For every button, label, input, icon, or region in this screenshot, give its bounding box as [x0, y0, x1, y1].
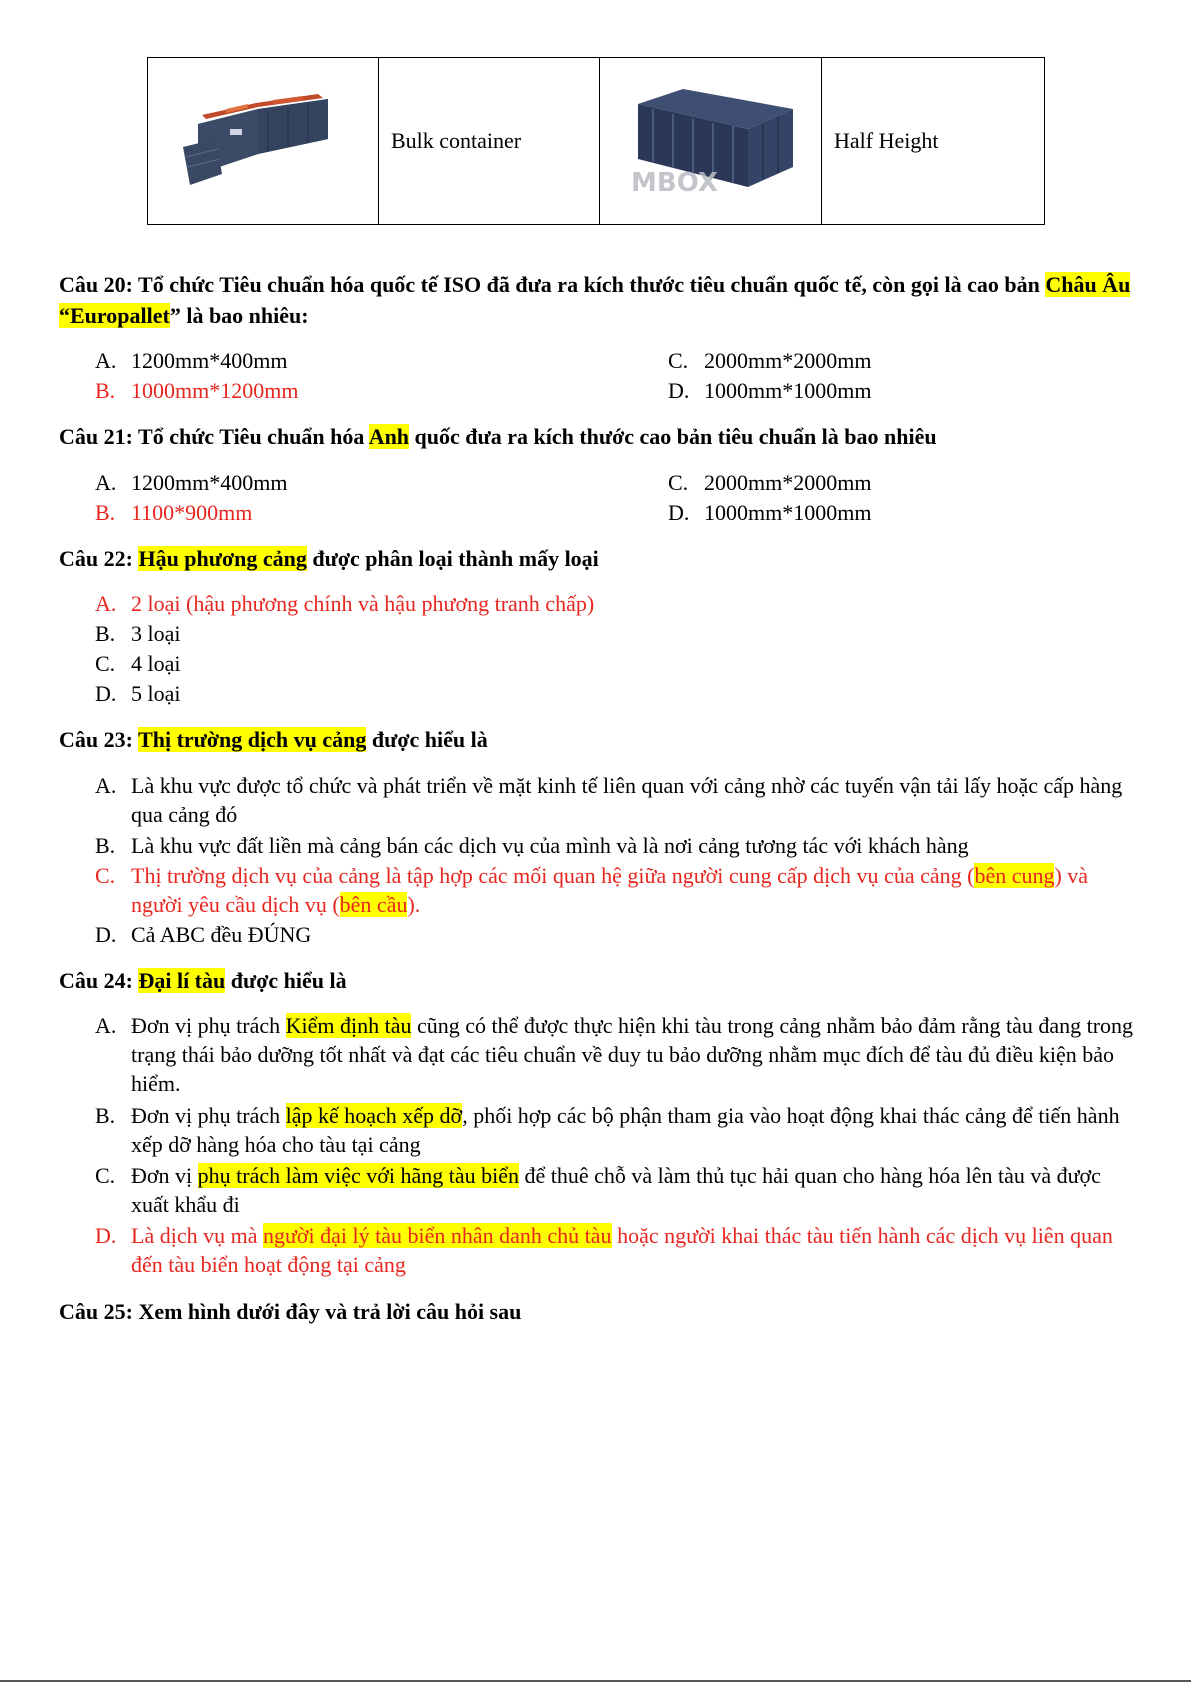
question-21-title: Câu 21: Tổ chức Tiêu chuẩn hóa Anh quốc đưa ra kích thước cao bản tiêu chuẩn là bao nhiêu	[59, 424, 937, 449]
question-25-title: Câu 25: Xem hình dưới đây và trả lời câu hỏi sau	[59, 1299, 522, 1324]
question-22-title: Câu 22: Hậu phương cảng được phân loại thành mấy loại	[59, 546, 599, 571]
question-22-option-c: C. 4 loại	[95, 651, 181, 676]
half-height-label: Half Height	[822, 58, 1045, 225]
question-24-title: Câu 24: Đại lí tàu được hiểu là	[59, 968, 347, 993]
question-20-option-d: D. 1000mm*1000mm	[668, 378, 872, 403]
question-20-title: Câu 20: Tổ chức Tiêu chuẩn hóa quốc tế ISO đã đưa ra kích thước tiêu chuẩn quốc tế, còn gọi là cao bản Châu Âu “Europallet” là bao nhiêu:	[59, 272, 1131, 328]
question-23-option-b: B. Là khu vực đất liền mà cảng bán các dịch vụ của mình và là nơi cảng tương tác với khách hàng	[95, 833, 969, 858]
question-20-option-b: B. 1000mm*1200mm	[95, 378, 299, 403]
question-21-option-b: B. 1100*900mm	[95, 500, 253, 525]
question-21-option-d: D. 1000mm*1000mm	[668, 500, 872, 525]
mbox-logo: MBOX	[631, 167, 718, 198]
question-22-option-a: A. 2 loại (hậu phương chính và hậu phương tranh chấp)	[95, 591, 595, 616]
table-row	[148, 58, 1045, 225]
container-table	[147, 57, 1045, 225]
bulk-container-label: Bulk container	[379, 58, 600, 225]
question-21-option-a: A. 1200mm*400mm	[95, 470, 288, 495]
question-24-option-b: B. Đơn vị phụ trách lập kế hoạch xếp dỡ, phối hợp các bộ phận tham gia vào hoạt động khai thác cảng để tiến hành xếp dỡ hàng hóa cho tàu tại cảng	[95, 1103, 1120, 1157]
half-height-container-image	[623, 79, 798, 199]
bulk-container-image-cell	[148, 58, 379, 225]
question-24-option-d: D. Là dịch vụ mà người đại lý tàu biển nhân danh chủ tàu hoặc người khai thác tàu tiến hành các dịch vụ liên quan đến tàu biển hoạt động tại cảng	[95, 1223, 1113, 1277]
question-23-option-d: D. Cả ABC đều ĐÚNG	[95, 922, 312, 947]
question-22-option-b: B. 3 loại	[95, 621, 181, 646]
question-22-option-d: D. 5 loại	[95, 681, 181, 706]
question-20-option-a: A. 1200mm*400mm	[95, 348, 288, 373]
question-20-option-c: C. 2000mm*2000mm	[668, 348, 872, 373]
question-23-option-a: A. Là khu vực được tổ chức và phát triển về mặt kinh tế liên quan với cảng nhờ các tuyến vận tải lấy hoặc cấp hàng qua cảng đó	[95, 773, 1123, 827]
question-23-option-c: C. Thị trường dịch vụ của cảng là tập hợp các mối quan hệ giữa người cung cấp dịch vụ của cảng (bên cung) và người yêu cầu dịch vụ (bên cầu).	[95, 863, 1089, 917]
question-21-option-c: C. 2000mm*2000mm	[668, 470, 872, 495]
question-23-title: Câu 23: Thị trường dịch vụ cảng được hiểu là	[59, 727, 488, 752]
bulk-container-image	[178, 79, 348, 199]
question-24-option-c: C. Đơn vị phụ trách làm việc với hãng tàu biển để thuê chỗ và làm thủ tục hải quan cho hàng hóa lên tàu và được xuất khẩu đi	[95, 1163, 1101, 1217]
page-bottom-border	[0, 1680, 1191, 1682]
question-24-option-a: A. Đơn vị phụ trách Kiểm định tàu cũng có thể được thực hiện khi tàu trong cảng nhằm bảo đảm rằng tàu đang trong trạng thái bảo dưỡng tốt nhất và đạt các tiêu chuẩn về duy tu bảo dưỡng nhằm mục đích để tàu đủ điều kiện bảo hiểm.	[95, 1013, 1134, 1096]
half-height-container-image-cell	[600, 58, 822, 225]
